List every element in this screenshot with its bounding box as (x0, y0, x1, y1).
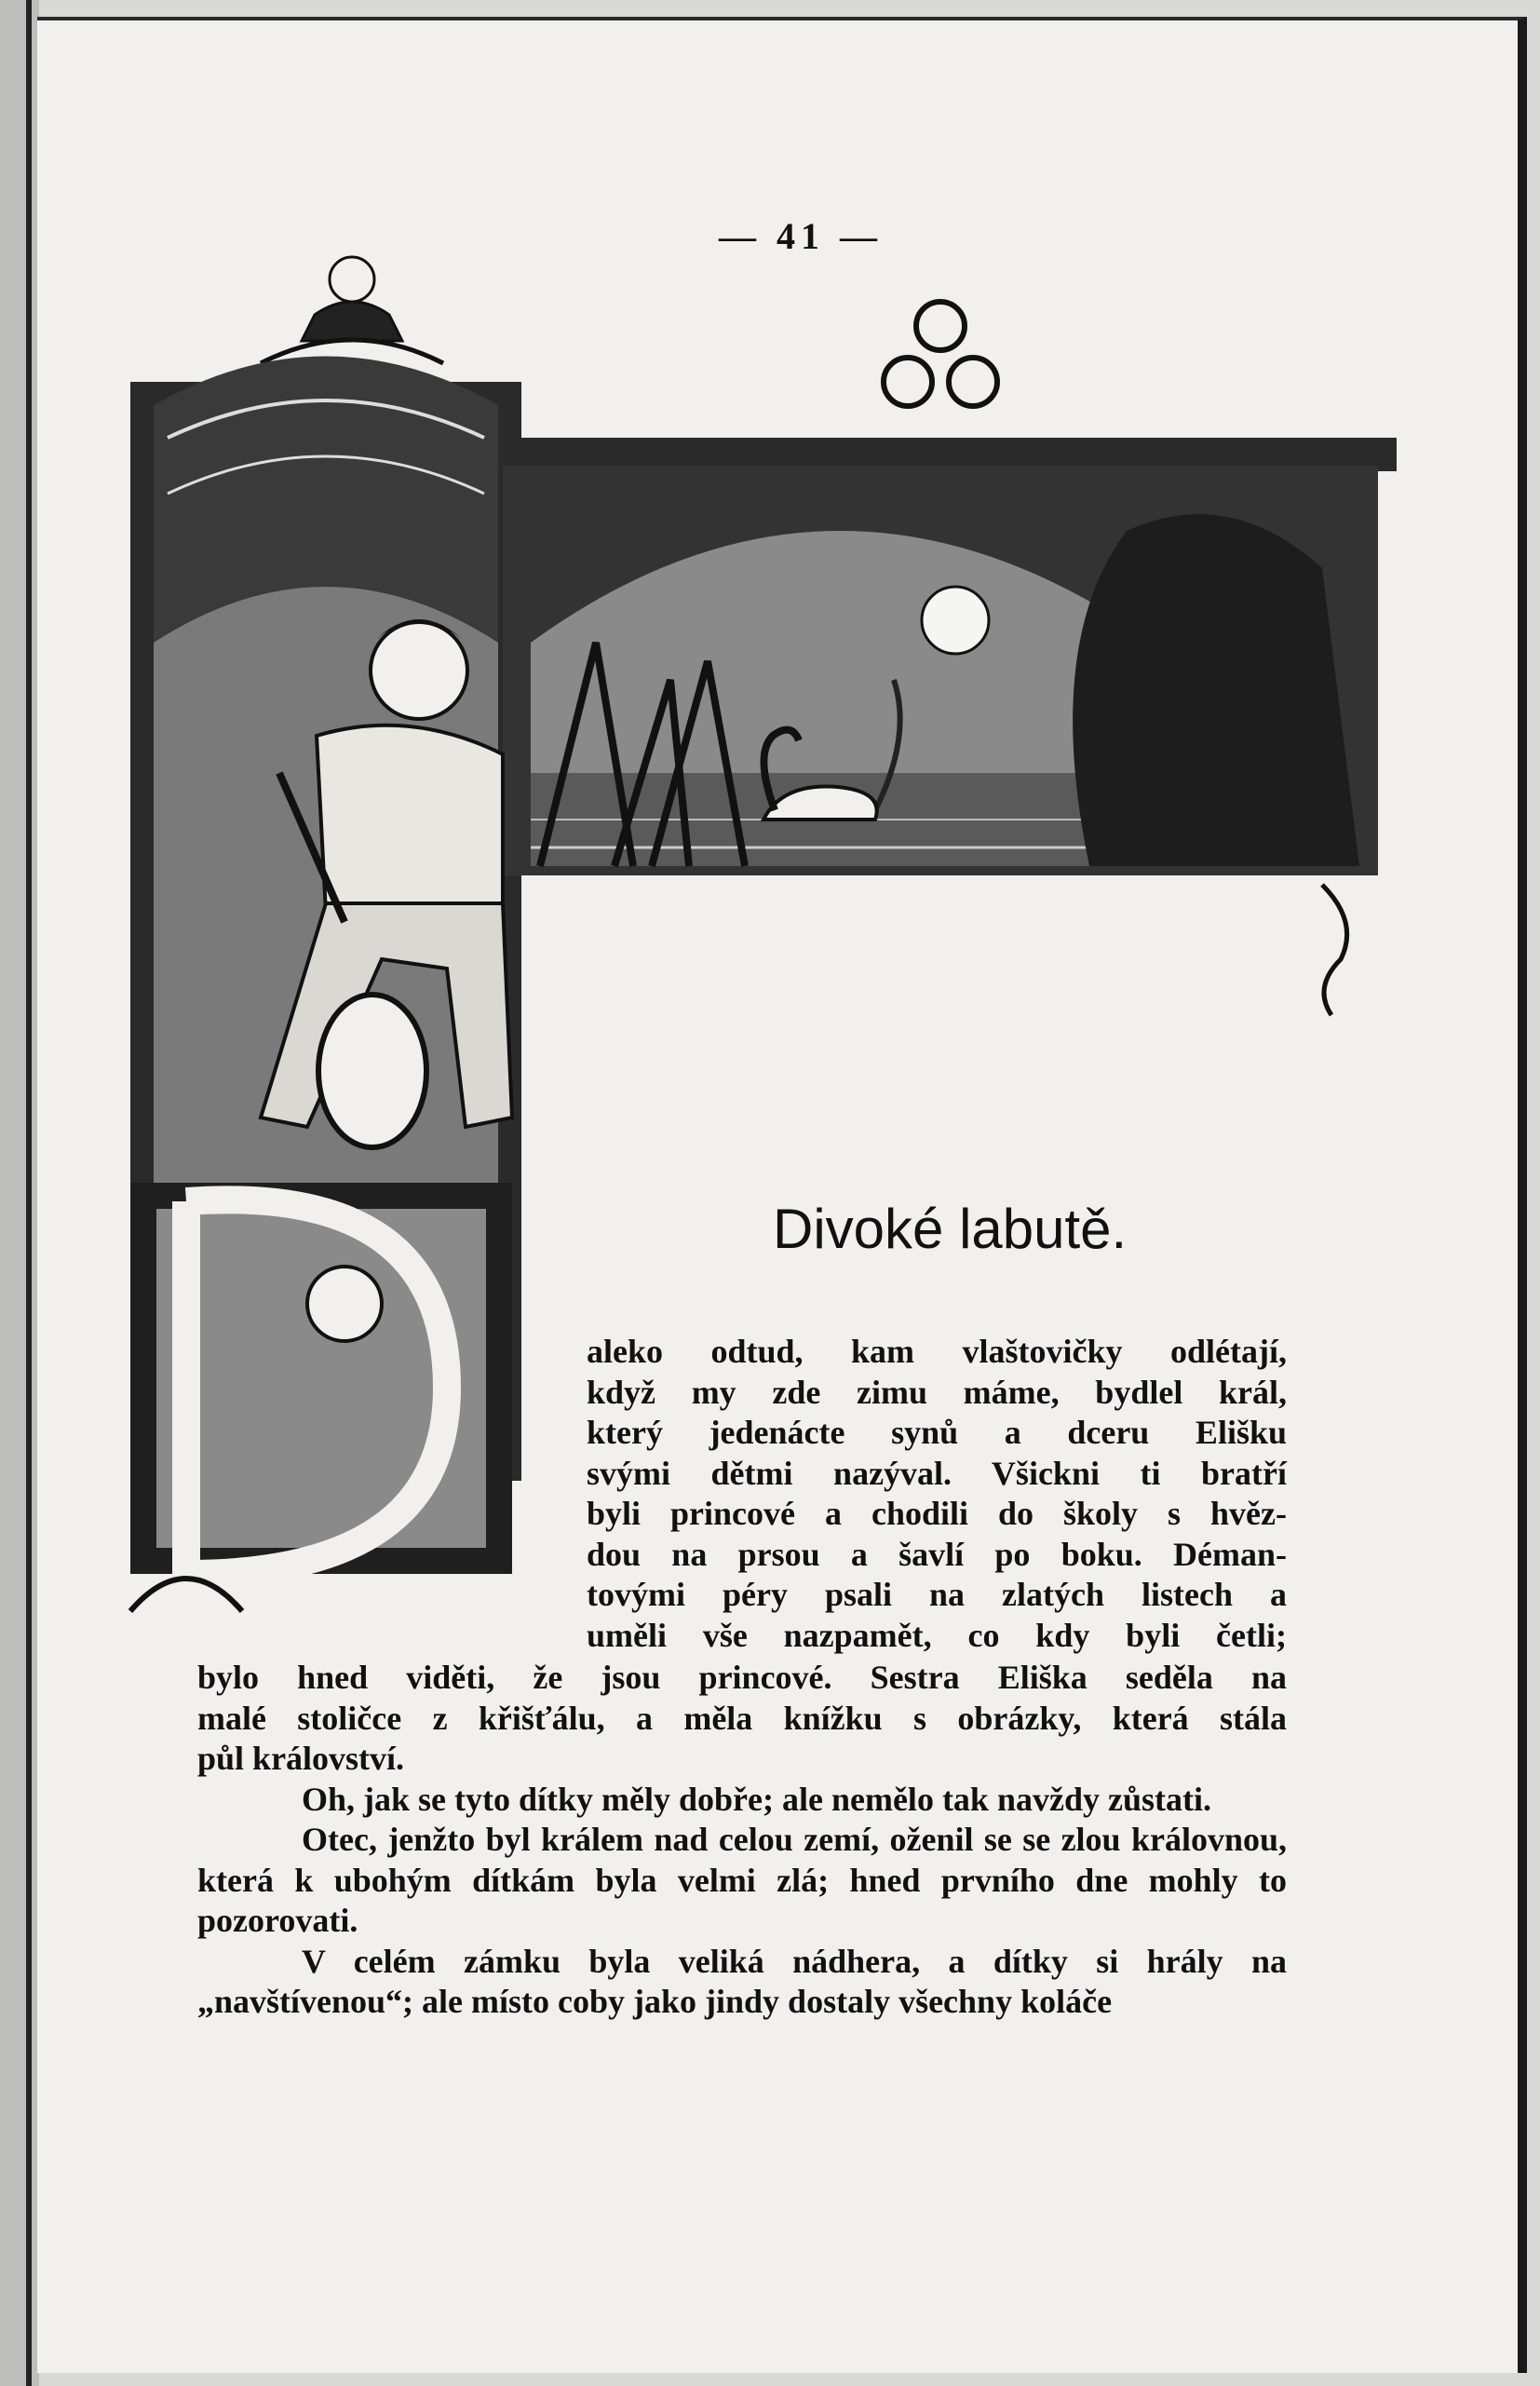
chapter-title: Divoké labutě. (773, 1198, 1128, 1260)
text-line: bylo hned viděti, že jsou princové. Sestra Eliška seděla na (197, 1659, 1287, 1696)
binding-edge (26, 0, 32, 2386)
text-line: byli princové a chodili do školy s hvěz- (587, 1495, 1287, 1532)
paragraph-2: Oh, jak se tyto dítky měly dobře; ale nemělo tak navždy zůstati. (302, 1780, 1211, 1818)
moon (922, 587, 989, 654)
body-text (197, 1332, 1287, 2023)
text-line: tovými péry psali na zlatých listech a (587, 1576, 1287, 1613)
paragraph-3: Otec, jenžto byl králem nad celou zemí, oženil se se zlou královnou, která k ubohým dítkám byla velmi zlá; hned prvního dne mohly to pozorovati. (197, 1821, 1287, 1939)
text-line: svými dětmi nazýval. Všickni ti bratří (587, 1454, 1287, 1492)
text-line: půl království. (197, 1740, 405, 1777)
text-line: uměli vše nazpamět, co kdy byli četli; (587, 1616, 1287, 1654)
cherub (307, 1267, 382, 1341)
lute (318, 995, 426, 1147)
page-number: — 41 — (719, 215, 883, 257)
paragraph-4: V celém zámku byla veliká nádhera, a dítky si hrály na „navštívenou“; ale místo coby jako jindy dostaly všechny koláče (197, 1942, 1287, 2020)
trefoil-ornament (884, 302, 997, 406)
text-line: aleko odtud, kam vlaštovičky odlétají, (587, 1333, 1287, 1370)
drop-cap-spacer (197, 1332, 587, 1658)
text-line: dou na prsou a šavlí po boku. Déman- (587, 1535, 1287, 1573)
text-line: když my zde zimu máme, bydlel král, (587, 1373, 1287, 1411)
text-line: který jedenácte synů a dceru Elišku (587, 1414, 1287, 1451)
maiden-bust-ornament (261, 257, 443, 363)
text-line: malé stoličce z křišťálu, a měla knížku s obrázky, která stála (197, 1699, 1287, 1737)
binding-gutter (0, 0, 39, 2386)
